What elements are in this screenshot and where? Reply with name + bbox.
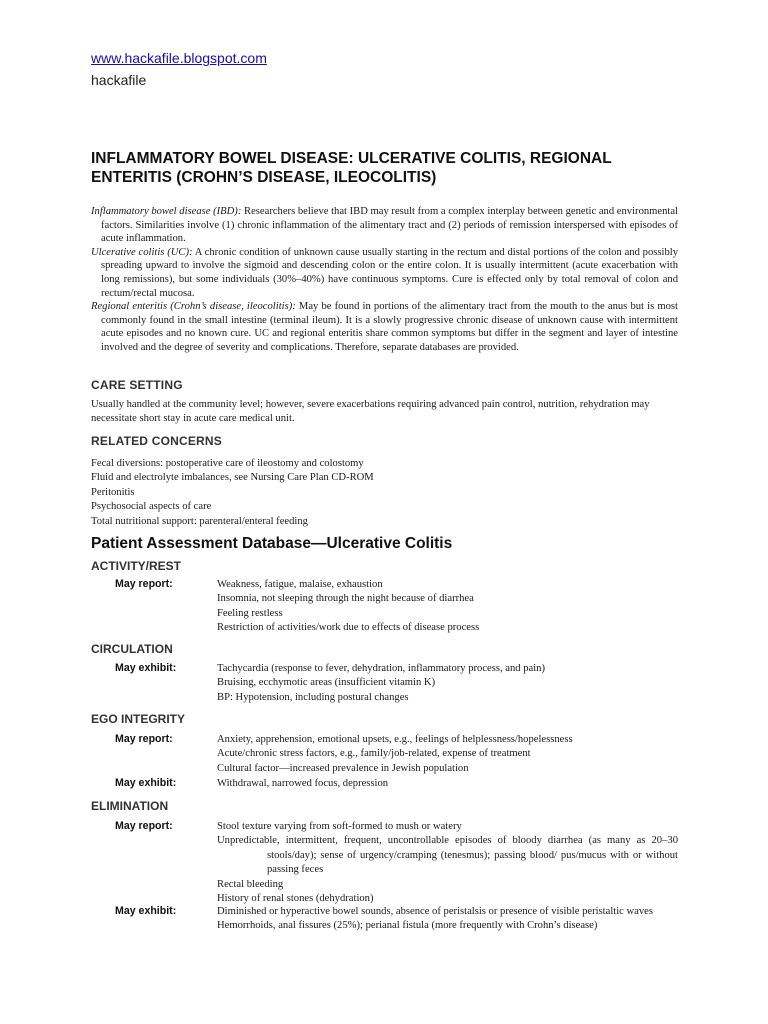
circulation-heading: CIRCULATION [91,642,173,656]
list-item: Fluid and electrolyte imbalances, see Nursing Care Plan CD-ROM [91,472,374,484]
list-item: Withdrawal, narrowed focus, depression [217,778,389,789]
definition-uc [91,246,678,300]
list-item: Stool texture varying from soft-formed to mush or watery [217,821,462,832]
list-item: Total nutritional support: parenteral/enteral feeding [91,515,308,527]
list-item: BP: Hypotension, including postural changes [217,691,409,703]
list-item: Rectal bleeding [217,878,284,890]
list-item: Insomnia, not sleeping through the night because of diarrhea [217,593,474,605]
activity-report-list [217,578,678,636]
list-item: Restriction of activities/work due to effects of disease process [217,622,480,634]
list-item: Peritonitis [91,486,135,498]
related-concerns-heading: RELATED CONCERNS [91,434,222,448]
elimination-exhibit-list [217,905,678,934]
may-exhibit-label: May exhibit: [115,662,177,674]
definition-text: May be found in portions of the alimentary tract from the mouth to the anus but is most commonly found in the small intestine (terminal ileum). It is a slowly progressive chronic disease of unknown cause with intermittent acute episodes and no known cure. UC and regional enteritis share common symptoms but differ in the segment and layer of intestine involved and the degree of severity and complications. Therefore, separate databases are provided. [101,301,678,353]
elimination-report-list [217,820,678,906]
list-item: Cultural factor—increased prevalence in Jewish population [217,762,469,774]
definition-term: Ulcerative colitis (UC): [91,246,193,258]
may-exhibit-label: May exhibit: [115,777,177,789]
list-item: Psychosocial aspects of care [91,501,212,513]
blog-link[interactable]: www.hackafile.blogspot.com [91,50,267,66]
list-item: Anxiety, apprehension, emotional upsets, e.g., feelings of helplessness/hopelessness [217,734,573,745]
list-item: Tachycardia (response to fever, dehydration, inflammatory process, and pain) [217,663,545,674]
ego-integrity-heading: EGO INTEGRITY [91,712,186,726]
definition-term: Inflammatory bowel disease (IBD): [91,206,242,217]
may-exhibit-label: May exhibit: [115,905,177,917]
ego-exhibit-list [217,777,678,791]
list-item: Diminished or hyperactive bowel sounds, absence of peristalsis or presence of visible peristaltic waves [217,906,653,917]
definition-text: A chronic condition of unknown cause usually starting in the rectum and distal portions of the colon and possibly spreading upward to involve the sigmoid and descending colon or the entire colon. It is usually intermittent (acute exacerbation with long remissions), but some individuals (30%–40%) have continuous symptoms. Cure is effected only by total removal of colon and rectum/rectal mucosa. [101,246,678,299]
list-item: Acute/chronic stress factors, e.g., family/job-related, expense of treatment [217,748,531,760]
may-report-label: May report: [115,733,173,745]
care-setting-text: Usually handled at the community level; however, severe exacerbations requiring advanced pain control, nutrition, rehydration may necessitate short stay in acute care medical unit. [91,399,650,424]
definition-ibd [91,205,678,246]
list-item: Unpredictable, intermittent, frequent, uncontrollable episodes of bloody diarrhea (as many as 20–30 stools/day); sense of urgency/cramping (tenesmus); passing blood/ pus/mucus with or without passing feces [217,835,678,876]
may-report-label: May report: [115,820,173,832]
list-item: Feeling restless [217,607,283,619]
elimination-heading: ELIMINATION [91,799,169,813]
database-title: Patient Assessment Database—Ulcerative Colitis [91,535,453,552]
list-item: History of renal stones (dehydration) [217,893,374,905]
list-item: Fecal diversions: postoperative care of ileostomy and colostomy [91,458,364,469]
definition-text: Researchers believe that IBD may result from a complex interplay between genetic and environmental factors. Similarities involve (1) chronic inflammation of the alimentary tract and (2) periods of remission interspersed with episodes of acute inflammation. [101,206,678,245]
definition-term: Regional enteritis (Crohn’s disease, ileocolitis): [91,301,296,313]
circulation-exhibit-list [217,662,678,705]
related-concerns-list [91,457,678,529]
document-title: INFLAMMATORY BOWEL DISEASE: ULCERATIVE COLITIS, REGIONAL ENTERITIS (CROHN’S DISEASE, ILEOCOLITIS) [91,150,612,186]
definition-crohns [91,300,678,354]
activity-rest-heading: ACTIVITY/REST [91,559,182,573]
care-setting-heading: CARE SETTING [91,378,183,392]
ego-report-list [217,733,678,776]
definitions [91,205,678,355]
list-item: Weakness, fatigue, malaise, exhaustion [217,579,383,590]
list-item: Bruising, ecchymotic areas (insufficient vitamin K) [217,677,436,689]
site-name: hackafile [91,72,147,88]
list-item: Hemorrhoids, anal fissures (25%); perianal fistula (more frequently with Crohn’s disease) [217,920,598,932]
may-report-label: May report: [115,578,173,590]
